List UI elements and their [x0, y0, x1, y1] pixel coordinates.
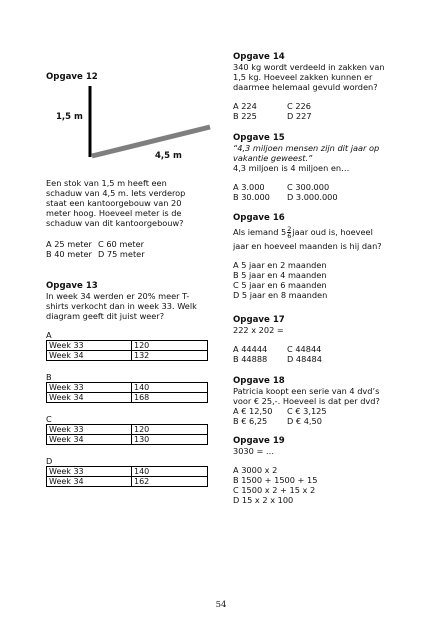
table-row: Week 33 140	[47, 383, 208, 393]
question-16: Opgave 16 Als iemand 5 $\frac{2}{6}$ jaar oud is, hoeveel jaar en hoeveel maanden is hij dan? A 5 jaar en 2 maanden B 5 jaar en 4 maanden C 5 jaar en 6 maanden D 5 jaar en 8 maanden	[233, 213, 413, 300]
question-title: Opgave 17	[233, 315, 285, 325]
option-d: D € 4,50	[287, 416, 322, 426]
option-a: A € 12,50	[233, 406, 273, 416]
question-12-options	[46, 239, 216, 259]
question-19: Opgave 19 3030 = … A 3000 x 2 B 1500 + 1500 + 15 C 1500 x 2 + 15 x 2 D 15 x 2 x 100	[233, 436, 413, 505]
option-a: A 5 jaar en 2 maanden	[233, 260, 327, 270]
option-d: D 75 meter	[98, 249, 145, 259]
option-a: A 44444	[233, 344, 268, 354]
fraction: $\frac{2}{6}$	[287, 225, 292, 240]
option-b: B 225	[233, 111, 257, 121]
question-title: Opgave 15	[233, 133, 285, 143]
option-c: C 226	[287, 101, 311, 111]
page-number: 54	[215, 600, 227, 610]
shadow-label: 4,5 m	[155, 151, 182, 161]
option-b: B 30.000	[233, 192, 270, 202]
question-18: Opgave 18 Patricia koopt een serie van 4 dvd’s voor € 25,-. Hoeveel is dat per dvd? A € 12,50 C € 3,125 B € 6,25 D € 4,50	[233, 376, 413, 426]
option-b: B 5 jaar en 4 maanden	[233, 270, 327, 280]
option-c: C € 3,125	[287, 406, 327, 416]
data-table	[46, 382, 208, 403]
option-d: D 227	[287, 111, 312, 121]
data-table	[46, 424, 208, 445]
question-title: Opgave 18	[233, 376, 285, 386]
question-17: Opgave 17 222 x 202 = A 44444 C 44844 B 44888 D 48484	[233, 315, 413, 364]
table-row: Week 34 168	[47, 393, 208, 403]
question-title: Opgave 19	[233, 436, 285, 446]
option-c: C 60 meter	[98, 239, 144, 249]
option-c: C 44844	[287, 344, 322, 354]
option-d: D 15 x 2 x 100	[233, 495, 294, 505]
option-a: A 3.000	[233, 182, 265, 192]
option-c: C 1500 x 2 + 15 x 2	[233, 485, 316, 495]
table-row: Week 34 130	[47, 435, 208, 445]
question-12-text: Een stok van 1,5 m heeft een schaduw van 4,5 m. Iets verderop staat een kantoorgebouw van 20 meter hoog. Hoeveel meter is de schaduw van dit kantoorgebouw?	[46, 178, 186, 228]
table-label: C	[46, 414, 52, 424]
pole-label: 1,5 m	[56, 112, 83, 122]
option-d: D 3.000.000	[287, 192, 338, 202]
table-label: B	[46, 372, 52, 382]
table-row: Week 33 140	[47, 467, 208, 477]
question-title: Opgave 14	[233, 52, 285, 62]
table-b-block	[46, 372, 216, 403]
option-d: D 5 jaar en 8 maanden	[233, 290, 328, 300]
option-b: B 44888	[233, 354, 268, 364]
option-b: B 40 meter	[46, 249, 92, 259]
question-title: Opgave 13	[46, 281, 98, 291]
table-row: Week 34 132	[47, 351, 208, 361]
question-title: Opgave 16	[233, 213, 285, 223]
option-a: A 25 meter	[46, 239, 92, 249]
table-c-block	[46, 414, 216, 445]
table-d-block	[46, 456, 216, 487]
option-a: A 3000 x 2	[233, 465, 278, 475]
table-row: Week 34 162	[47, 477, 208, 487]
data-table	[46, 466, 208, 487]
question-15: Opgave 15 “4,3 miljoen mensen zijn dit jaar op vakantie geweest.” 4,3 miljoen is 4 miljoen en… A 3.000 C 300.000 B 30.000 D 3.000.000	[233, 133, 413, 202]
shadow-line	[92, 127, 210, 156]
table-label: D	[46, 456, 53, 466]
table-label: A	[46, 330, 52, 340]
option-b: B € 6,25	[233, 416, 268, 426]
table-a-block	[46, 330, 216, 361]
question-14: Opgave 14 340 kg wordt verdeeld in zakken van 1,5 kg. Hoeveel zakken kunnen er daarmee helemaal gevuld worden? A 224 C 226 B 225 D 227	[233, 52, 413, 121]
option-c: C 5 jaar en 6 maanden	[233, 280, 327, 290]
option-a: A 224	[233, 101, 257, 111]
question-13: Opgave 13 In week 34 werden er 20% meer T- shirts verkocht dan in week 33. Welk diagram geeft dit juist weer?	[46, 281, 216, 321]
data-table	[46, 340, 208, 361]
table-row: Week 33 120	[47, 425, 208, 435]
table-row: Week 33 120	[47, 341, 208, 351]
option-b: B 1500 + 1500 + 15	[233, 475, 318, 485]
option-c: C 300.000	[287, 182, 330, 192]
question-title: Opgave 12	[46, 72, 98, 82]
option-d: D 48484	[287, 354, 322, 364]
